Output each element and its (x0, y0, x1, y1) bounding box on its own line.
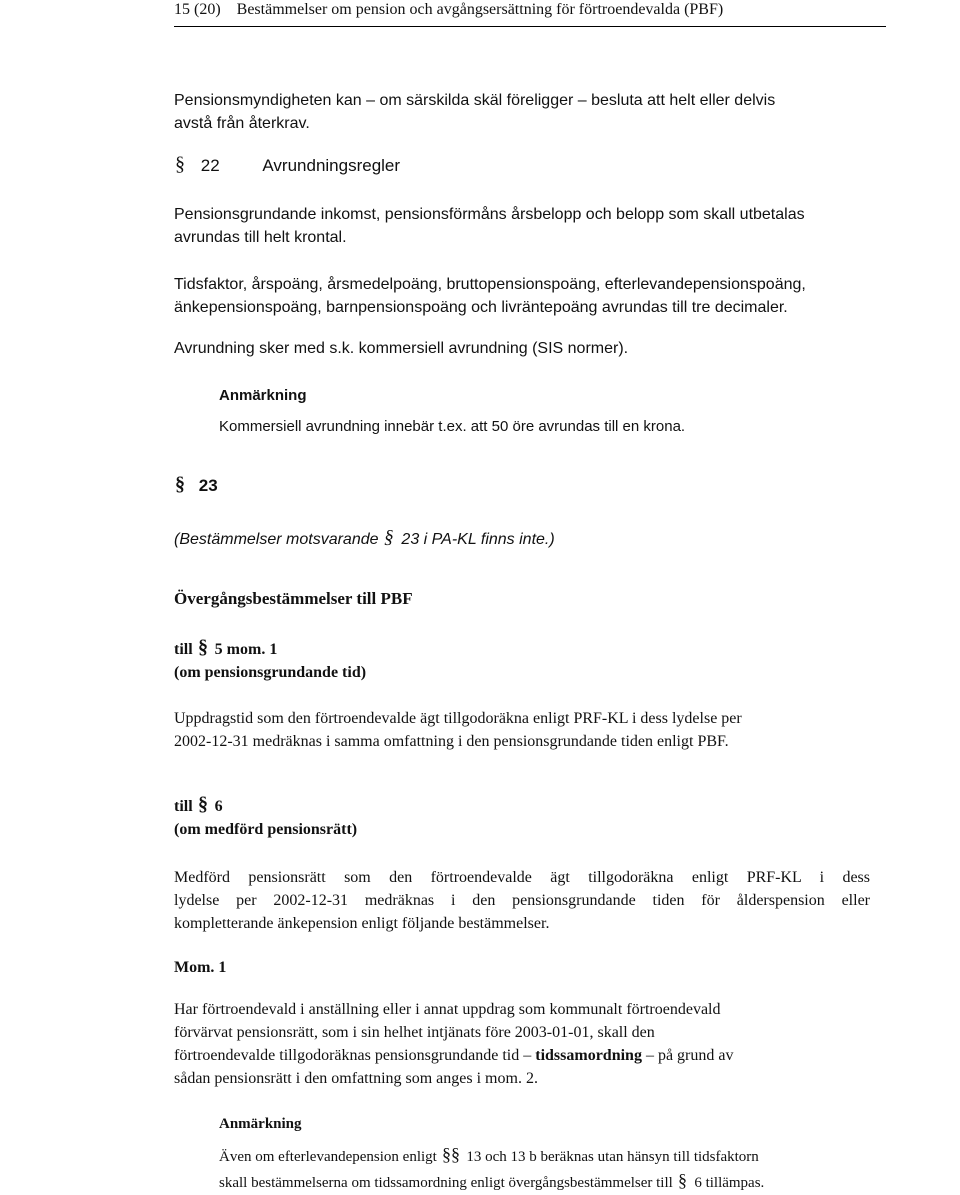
para-line: Tidsfaktor, årspoäng, årsmedelpoäng, bruttopensionspoäng, efterlevandepensionspoäng, (174, 276, 806, 293)
section-23-text (174, 526, 555, 551)
svg-text:§: § (197, 636, 208, 658)
section-22-heading (174, 153, 400, 177)
text-segment: 6 tillämpas. (694, 1175, 765, 1191)
transition-a-heading (174, 636, 366, 684)
para-line: änkepensionspoäng, barnpensionspoäng och livräntepoäng avrundas till tre decimaler. (174, 299, 788, 316)
mom-1-text (174, 998, 886, 1090)
para-line: Medförd pensionsrätt som den förtroendevalde ägt tillgodoräkna enligt PRF-KL i dess (174, 869, 870, 886)
intro-paragraph (174, 89, 775, 135)
transition-a-text (174, 707, 886, 753)
transition-b-text (174, 866, 870, 935)
text-segment: förtroendevalde tillgodoräknas pensionsgrundande tid – (174, 1047, 532, 1064)
svg-text:§: § (383, 527, 394, 548)
intro-line: Pensionsmyndigheten kan – om särskilda skäl föreligger – besluta att helt eller delvis (174, 92, 776, 109)
section-23-text-before: (Bestämmelser motsvarande (174, 531, 379, 548)
ref-subtitle: (om medförd pensionsrätt) (174, 821, 358, 838)
mom-label: Mom. 1 (174, 959, 227, 976)
svg-text:§: § (677, 1170, 687, 1190)
para-line: förvärvat pensionsrätt, som i sin helhet intjänats före 2003-01-01, skall den (174, 1024, 655, 1041)
text-segment: skall bestämmelserna om tidssamordning enligt övergångsbestämmelser till (219, 1175, 673, 1191)
page-number: 15 (20) (174, 1, 221, 18)
para-line: Pensionsgrundande inkomst, pensionsförmåns årsbelopp och belopp som skall utbetalas (174, 206, 805, 223)
para-line (174, 1044, 886, 1067)
note-line (219, 1169, 879, 1195)
ref-prefix: till (174, 641, 193, 658)
section-sign-icon (677, 1169, 691, 1191)
text-segment: 13 och 13 b beräknas utan hänsyn till tidsfaktorn (466, 1149, 759, 1165)
section-sign-icon (174, 153, 190, 175)
section-22-para-3 (174, 337, 628, 360)
section-sign-icon (441, 1143, 463, 1165)
para-line: Uppdragstid som den förtroendevalde ägt tillgodoräkna enligt PRF-KL i dess lydelse per (174, 710, 742, 727)
para-line: sådan pensionsrätt i den omfattning som anges i mom. 2. (174, 1070, 538, 1087)
svg-text:§: § (197, 793, 208, 815)
transition-heading: Övergångsbestämmelser till PBF (174, 589, 413, 608)
note-line (219, 1143, 879, 1169)
intro-line: avstå från återkrav. (174, 115, 310, 132)
ref-suffix: 6 (214, 798, 223, 815)
final-note (219, 1113, 879, 1195)
section-23-text-after: 23 i PA-KL finns inte.) (401, 531, 555, 548)
page-header (174, 0, 894, 20)
header-divider (174, 26, 886, 27)
para-line: kompletterande änkepension enligt följande bestämmelser. (174, 915, 550, 932)
text-segment: Även om efterlevandepension enligt (219, 1149, 437, 1165)
para-line: 2002-12-31 medräknas i samma omfattning i den pensionsgrundande tiden enligt PBF. (174, 733, 729, 750)
para-line: Avrundning sker med s.k. kommersiell avrundning (SIS normer). (174, 340, 629, 357)
section-sign-icon (197, 793, 211, 815)
section-23-heading (174, 473, 218, 497)
section-title: Avrundningsregler (262, 156, 401, 175)
svg-text:§: § (175, 473, 185, 495)
section-22-para-1 (174, 203, 805, 249)
para-line: Har förtroendevald i anställning eller i annat uppdrag som kommunalt förtroendevald (174, 1001, 721, 1018)
svg-text:§§: §§ (441, 1144, 460, 1164)
transition-b-heading (174, 793, 357, 841)
ref-prefix: till (174, 798, 193, 815)
note-text: Kommersiell avrundning innebär t.ex. att 50 öre avrundas till en krona. (219, 418, 686, 435)
ref-suffix: 5 mom. 1 (214, 641, 278, 658)
para-line: avrundas till helt krontal. (174, 229, 347, 246)
ref-subtitle: (om pensionsgrundande tid) (174, 664, 367, 681)
document-title: Bestämmelser om pension och avgångsersättning för förtroendevalda (PBF) (236, 1, 724, 18)
section-sign-icon (383, 526, 397, 548)
section-sign-icon (174, 473, 190, 495)
section-number: 22 (200, 156, 220, 175)
section-sign-icon (197, 636, 211, 658)
emphasis-term: tidssamordning (535, 1047, 642, 1064)
section-22-note (219, 384, 685, 438)
para-line: lydelse per 2002-12-31 medräknas i den pensionsgrundande tiden för ålderspension eller (174, 892, 870, 909)
note-title: Anmärkning (219, 1116, 302, 1132)
text-segment: – på grund av (645, 1047, 734, 1064)
section-22-para-2 (174, 273, 806, 319)
section-number: 23 (198, 476, 218, 495)
note-title: Anmärkning (219, 387, 307, 404)
svg-text:§: § (175, 153, 185, 175)
